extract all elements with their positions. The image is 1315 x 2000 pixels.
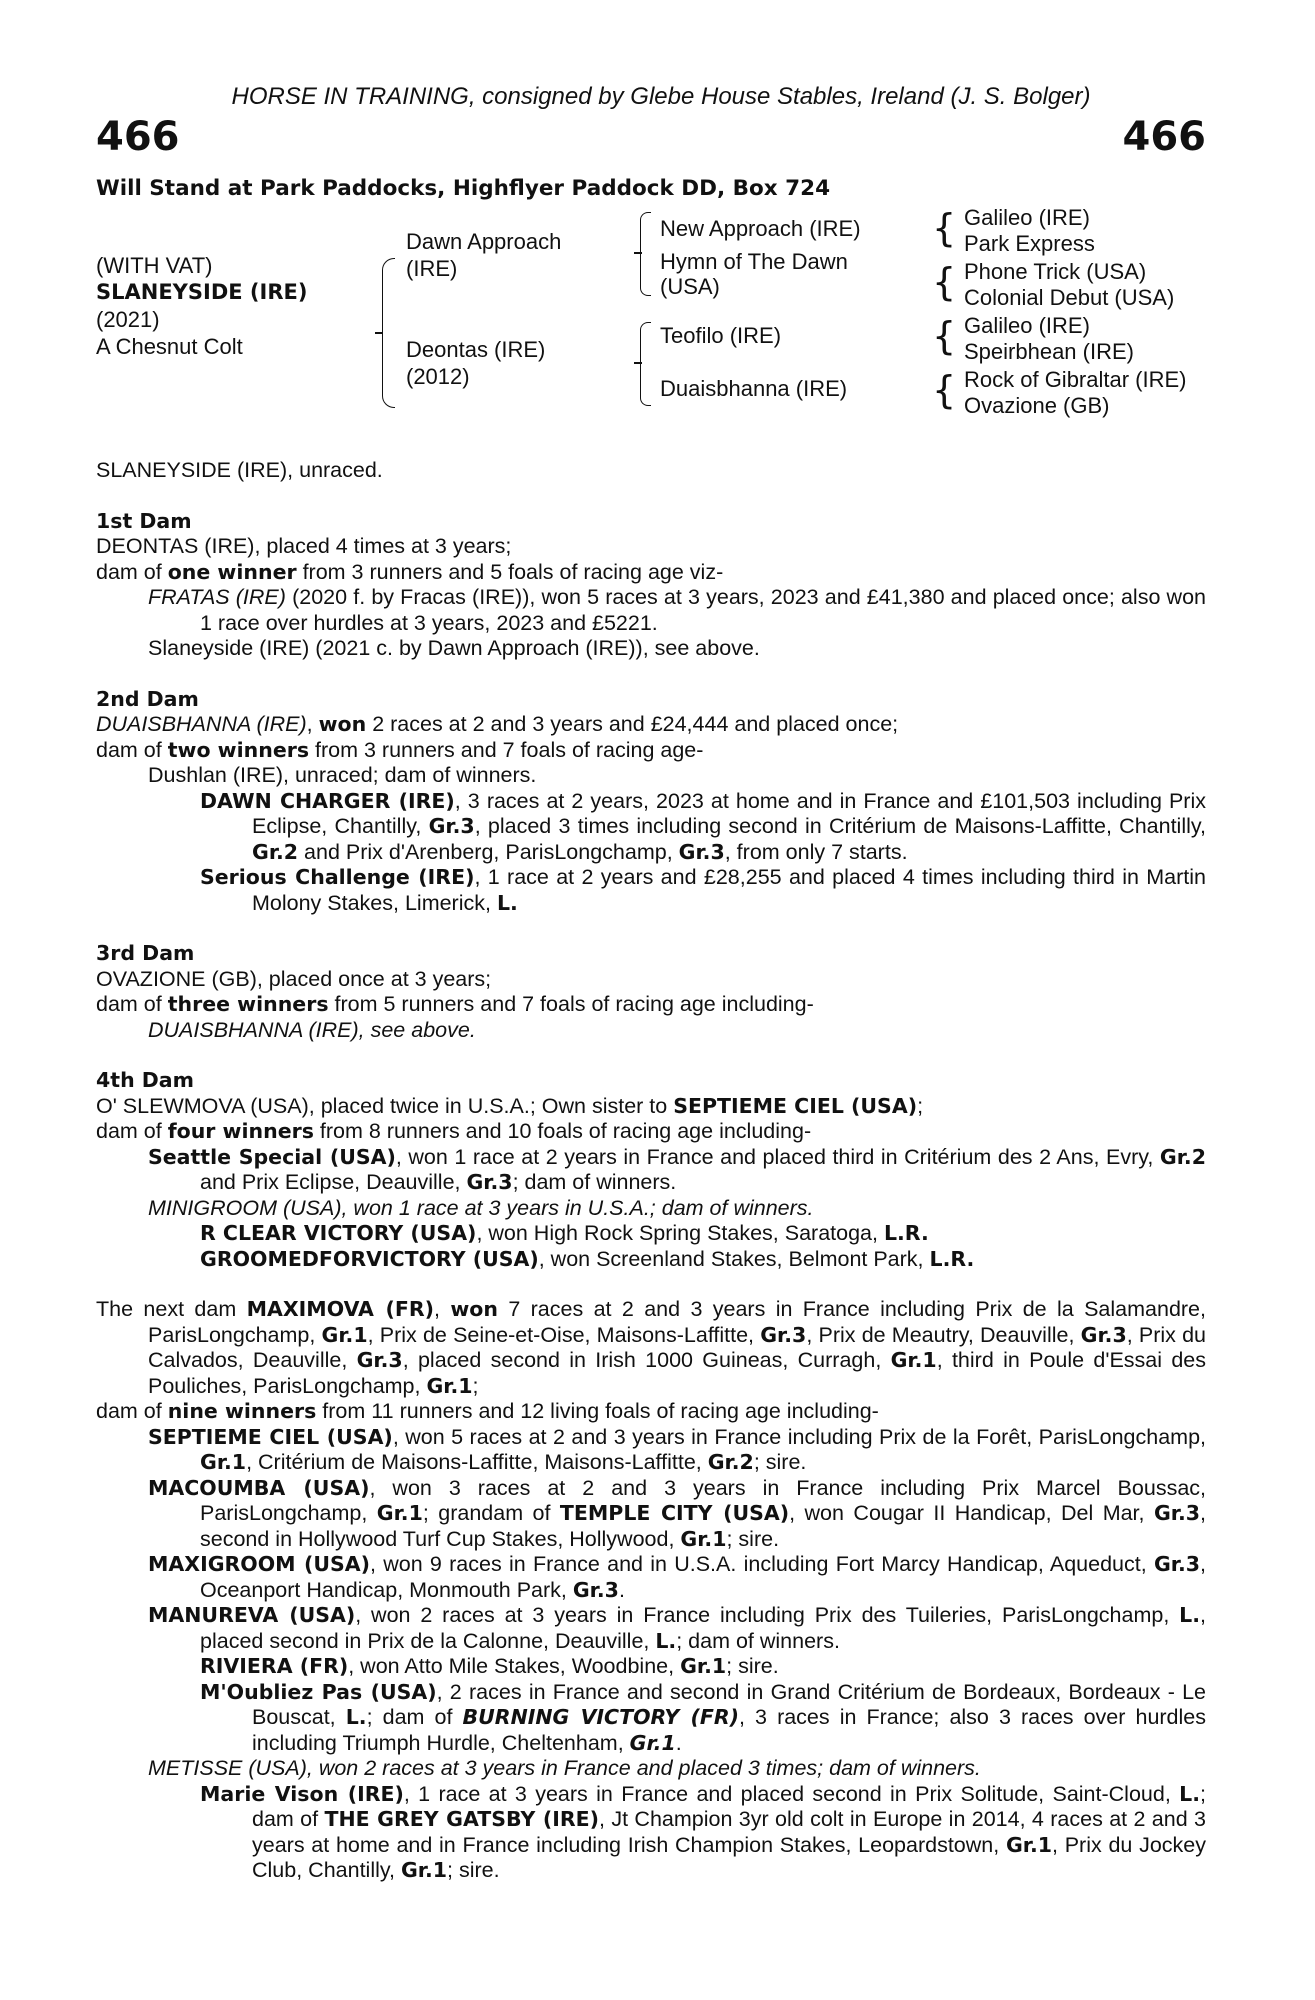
gen3-3: Phone Trick (USA) <box>964 259 1147 284</box>
fourth-dam-line: O' SLEWMOVA (USA), placed twice in U.S.A.; Own sister to SEPTIEME CIEL (USA); <box>96 1093 924 1118</box>
minigroom-entry: MINIGROOM (USA), won 1 race at 3 years in U.S.A.; dam of winners. <box>148 1195 814 1220</box>
third-dam-produce: dam of three winners from 5 runners and 7 foals of racing age including- <box>96 992 814 1016</box>
riviera-entry: RIVIERA (FR), won Atto Mile Stakes, Woodbine, Gr.1; sire. <box>200 1654 779 1678</box>
sire-dam-line1: Hymn of The Dawn <box>660 249 848 274</box>
fourth-dam-heading: 4th Dam <box>96 1068 195 1092</box>
gen3-6: Speirbhean (IRE) <box>964 339 1134 364</box>
gen3-5: Galileo (IRE) <box>964 313 1090 338</box>
family-text <box>96 458 1206 1884</box>
intro-line: SLANEYSIDE (IRE), unraced. <box>96 458 383 482</box>
second-dam-heading: 2nd Dam <box>96 686 199 711</box>
dawn-charger-entry: DAWN CHARGER (IRE), 3 races at 2 years, 2023 at home and in France and £101,503 including Prix Eclipse, Chantilly, Gr.3, placed 3 times including second in Critérium de Maisons-Laffitte, Chantilly, Gr.2 and Prix d'Arenberg, ParisLongchamp, Gr.3, from only 7 starts. <box>200 788 1206 864</box>
bracket-gen1-notch <box>375 332 383 334</box>
horse-name: SLANEYSIDE (IRE) <box>96 280 308 304</box>
bracket-sire <box>640 212 651 296</box>
second-dam-produce: dam of two winners from 3 runners and 7 foals of racing age- <box>96 737 704 762</box>
dam-sire: Teofilo (IRE) <box>660 323 782 348</box>
sire-sire: New Approach (IRE) <box>660 216 861 241</box>
gen3-1: Galileo (IRE) <box>964 205 1090 230</box>
horse-description: A Chesnut Colt <box>96 334 243 359</box>
maxigroom-entry: MAXIGROOM (USA), won 9 races in France and in U.S.A. including Fort Marcy Handicap, Aqueduct, Gr.3, Oceanport Handicap, Monmouth Park, Gr.3. <box>148 1552 1206 1602</box>
metisse-entry: METISSE (USA), won 2 races at 3 years in France and placed 3 times; dam of winners. <box>148 1756 981 1780</box>
sire-dam-line2: (USA) <box>660 274 720 299</box>
bracket-dam <box>640 322 651 406</box>
brace-gen3-4: { <box>932 368 957 412</box>
third-dam-heading: 3rd Dam <box>96 941 195 965</box>
lot-number-right: 466 <box>1122 114 1206 160</box>
serious-challenge-entry: Serious Challenge (IRE), 1 race at 2 years and £28,255 and placed 4 times including third in Martin Molony Stakes, Limerick, L. <box>200 865 1207 915</box>
septieme-ciel-entry: SEPTIEME CIEL (USA), won 5 races at 2 and 3 years in France including Prix de la Forêt, ParisLongchamp, Gr.1, Critérium de Maisons-Laffitte, Maisons-Laffitte, Gr.2; sire. <box>148 1424 1206 1474</box>
first-dam-line: DEONTAS (IRE), placed 4 times at 3 years; <box>96 534 512 558</box>
seattle-special-entry: Seattle Special (USA), won 1 race at 2 years in France and placed third in Critérium des 2 Ans, Evry, Gr.2 and Prix Eclipse, Deauville, Gr.3; dam of winners. <box>148 1144 1206 1194</box>
sire-line2: (IRE) <box>406 256 458 281</box>
brace-gen3-2: { <box>932 260 957 304</box>
fratas-entry: FRATAS (IRE) (2020 f. by Fracas (IRE)), won 5 races at 3 years, 2023 and £41,380 and placed once; also won 1 race over hurdles at 3 years, 2023 and £5221. <box>148 585 1206 635</box>
fourth-dam-produce: dam of four winners from 8 runners and 10 foals of racing age including- <box>96 1119 812 1143</box>
next-dam-line: The next dam MAXIMOVA (FR), won 7 races at 2 and 3 years in France including Prix de la Salamandre, ParisLongchamp, Gr.1, Prix de Seine-et-Oise, Maisons-Laffitte, Gr.3, Prix de Meautry, Deauville, Gr.3, Prix du Calvados, Deauville, Gr.3, placed second in Irish 1000 Guineas, Curragh, Gr.1, third in Poule d'Essai des Pouliches, ParisLongchamp, Gr.1; <box>96 1297 1207 1398</box>
bracket-dam-notch <box>634 362 642 364</box>
gen3-7: Rock of Gibraltar (IRE) <box>964 367 1187 392</box>
second-dam-line: DUAISBHANNA (IRE), won 2 races at 2 and 3 years and £24,444 and placed once; <box>96 712 899 736</box>
bracket-sire-notch <box>634 252 642 254</box>
dam-line1: Deontas (IRE) <box>406 337 546 362</box>
sire-line1: Dawn Approach <box>406 229 562 254</box>
marie-vison-entry: Marie Vison (IRE), 1 race at 3 years in France and placed second in Prix Solitude, Saint-Cloud, L.; dam of THE GREY GATSBY (IRE), Jt Champion 3yr old colt in Europe in 2014, 4 races at 2 and 3 years at home and in France including Irish Champion Stakes, Leopardstown, Gr.1, Prix du Jockey Club, Chantilly, Gr.1; sire. <box>200 1781 1206 1882</box>
first-dam-produce: dam of one winner from 3 runners and 5 foals of racing age viz- <box>96 559 724 584</box>
moubliez-pas-entry: M'Oubliez Pas (USA), 2 races in France and second in Grand Critérium de Bordeaux, Bordeaux - Le Bouscat, L.; dam of BURNING VICTORY (FR), 3 races in France; also 3 races over hurdles including Triumph Hurdle, Cheltenham, Gr.1. <box>200 1679 1207 1755</box>
lot-number-left: 466 <box>96 114 180 160</box>
gen3-8: Ovazione (GB) <box>964 393 1110 418</box>
slaneyside-entry: Slaneyside (IRE) (2021 c. by Dawn Approach (IRE)), see above. <box>148 636 760 660</box>
r-clear-victory-entry: R CLEAR VICTORY (USA), won High Rock Spring Stakes, Saratoga, L.R. <box>200 1221 929 1245</box>
dam-dam: Duaisbhanna (IRE) <box>660 376 848 401</box>
pedigree-table <box>96 80 1206 500</box>
gen3-2: Park Express <box>964 231 1095 256</box>
manureva-entry: MANUREVA (USA), won 2 races at 3 years in France including Prix des Tuileries, ParisLongchamp, L., placed second in Prix de la Calonne, Deauville, L.; dam of winners. <box>148 1603 1206 1653</box>
consignment-line: HORSE IN TRAINING, consigned by Glebe House Stables, Ireland (J. S. Bolger) <box>231 83 1091 110</box>
macoumba-entry: MACOUMBA (USA), won 3 races at 2 and 3 years in France including Prix Marcel Boussac, ParisLongchamp, Gr.1; grandam of TEMPLE CITY (USA), won Cougar II Handicap, Del Mar, Gr.3, second in Hollywood Turf Cup Stakes, Hollywood, Gr.1; sire. <box>148 1475 1207 1551</box>
third-dam-line: OVAZIONE (GB), placed once at 3 years; <box>96 966 492 991</box>
bracket-gen1 <box>382 258 395 408</box>
brace-gen3-3: { <box>932 314 957 358</box>
vat-note: (WITH VAT) <box>96 253 213 278</box>
gen3-4: Colonial Debut (USA) <box>964 285 1175 310</box>
first-dam-heading: 1st Dam <box>96 508 192 533</box>
stand-location: Will Stand at Park Paddocks, Highflyer Paddock DD, Box 724 <box>96 176 831 201</box>
dam-line2: (2012) <box>406 364 470 389</box>
duaisbhanna-entry: DUAISBHANNA (IRE), see above. <box>148 1017 476 1042</box>
next-dam-produce: dam of nine winners from 11 runners and 12 living foals of racing age including- <box>96 1399 879 1423</box>
horse-year: (2021) <box>96 307 160 332</box>
dushlan-entry: Dushlan (IRE), unraced; dam of winners. <box>148 763 537 787</box>
groomedforvictory-entry: GROOMEDFORVICTORY (USA), won Screenland Stakes, Belmont Park, L.R. <box>200 1246 975 1271</box>
brace-gen3-1: { <box>932 206 957 250</box>
